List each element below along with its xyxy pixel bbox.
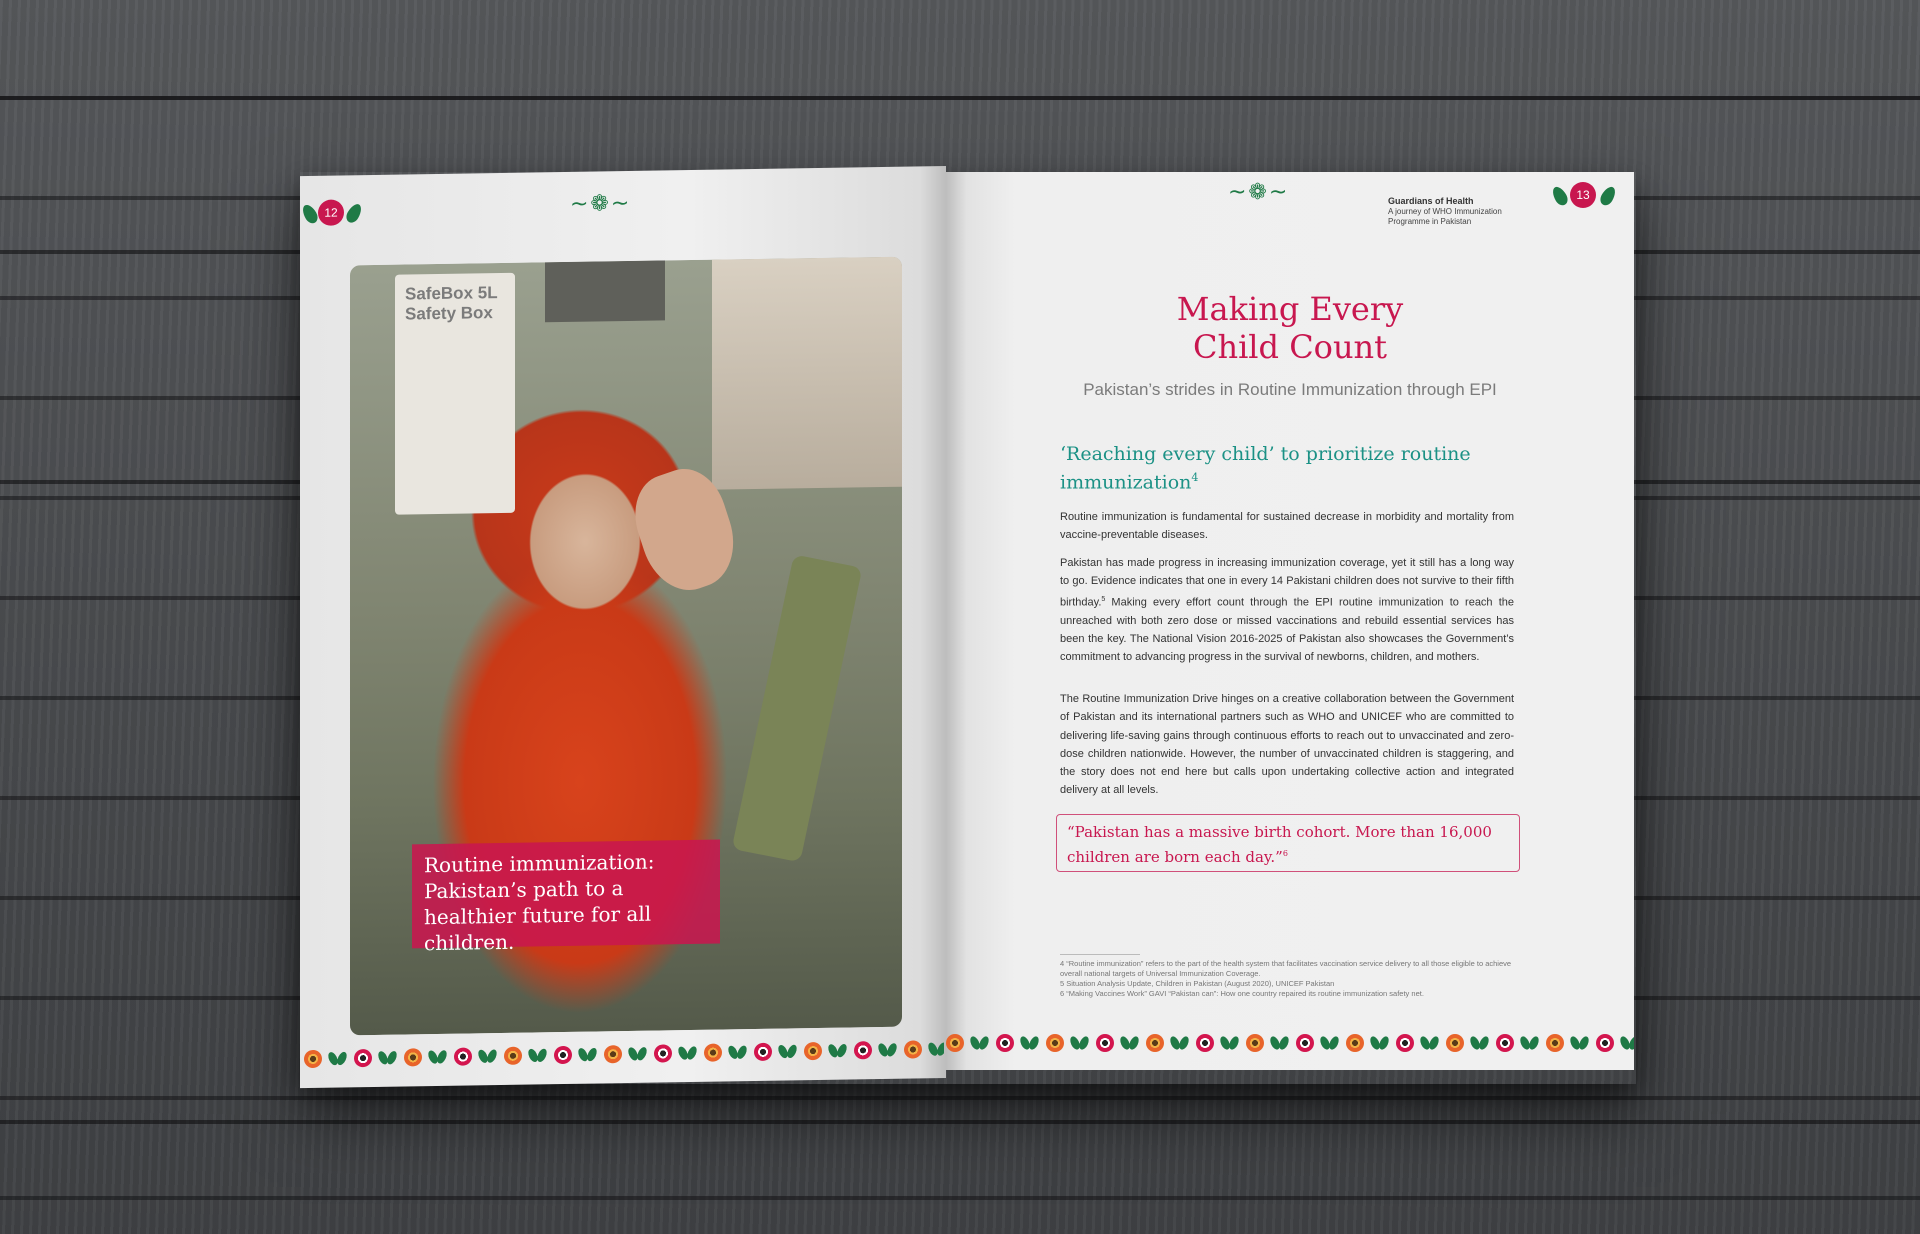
section-heading-text: ‘Reaching every child’ to prioritize routine immunization bbox=[1060, 443, 1471, 494]
floral-border bbox=[304, 1032, 944, 1076]
photo-chair bbox=[732, 554, 863, 862]
footnote: 6 “Making Vaccines Work” GAVI “Pakistan can”: How one country repaired its routine immunization safety net. bbox=[1060, 989, 1424, 998]
flower-ornament-icon: ~❁~ bbox=[570, 190, 632, 217]
photo-wall bbox=[712, 257, 902, 490]
page-number-badge: 12 bbox=[318, 199, 344, 225]
pull-quote-text: “Pakistan has a massive birth cohort. More than 16,000 children are born each day.” bbox=[1067, 823, 1492, 866]
wood-plank-seam bbox=[0, 1120, 1920, 1124]
left-page bbox=[300, 166, 946, 1088]
page-title-line: Child Count bbox=[1192, 328, 1388, 366]
floral-border bbox=[946, 1026, 1634, 1060]
right-page bbox=[946, 172, 1634, 1070]
footnote-ref: 5 bbox=[1101, 595, 1106, 603]
photo-bin bbox=[545, 260, 665, 322]
pull-quote bbox=[1056, 814, 1520, 872]
body-paragraph-text: Pakistan has made progress in increasing immunization coverage, yet it still has a long way to go. Evidence indicates that one in every 14 Pakistani children does not survive to their fifth birthday. bbox=[1060, 557, 1514, 609]
safety-box-label: SafeBox 5L Safety Box bbox=[405, 283, 498, 324]
body-paragraph: The Routine Immunization Drive hinges on a creative collaboration between the Government of Pakistan and its international partners such as WHO and UNICEF who are committed to delivering life-saving gains through continuous efforts to reach out to unvaccinated and zero-dose children nationwide. However, the number of unvaccinated children is staggering, and the story does not end here but calls upon undertaking collective action and integrated delivery at all levels. bbox=[1060, 693, 1514, 797]
body-paragraph: Routine immunization is fundamental for sustained decrease in morbidity and mortality from vaccine-preventable diseases. bbox=[1060, 511, 1514, 542]
section-heading-ref: 4 bbox=[1191, 471, 1199, 484]
leaf-ornament-icon bbox=[344, 202, 364, 225]
wood-plank-seam bbox=[0, 96, 1920, 100]
page-title bbox=[946, 290, 1634, 366]
flower-ornament-icon: ~❁~ bbox=[1228, 180, 1290, 205]
publication-subtitle: A journey of WHO Immunization Programme in Pakistan bbox=[1388, 207, 1502, 226]
photo-caption: Routine immunization: Pakistan’s path to a healthier future for all children. bbox=[412, 840, 720, 949]
pull-quote-ref: 6 bbox=[1282, 849, 1288, 858]
page-number-badge: 13 bbox=[1570, 182, 1596, 208]
publication-title: Guardians of Health bbox=[1388, 196, 1474, 206]
leaf-ornament-icon bbox=[1598, 184, 1618, 207]
page-title-line: Making Every bbox=[1176, 290, 1404, 328]
child-photo bbox=[350, 257, 902, 1036]
section-heading bbox=[1060, 442, 1480, 494]
footnote: 4 “Routine immunization” refers to the part of the health system that facilitates vaccination service delivery to all those eligible to achieve overall national targets of Universal Immunization Coverage. bbox=[1060, 959, 1512, 978]
body-paragraph-text: Making every effort count through the EPI routine immunization to reach the unreached with both zero dose or missed vaccinations and rebuild essential services has been the key. The National Vision 2016-2025 of Pakistan also showcases the Government’s commitment to advancing progress in the survival of newborns, children, and mothers. bbox=[1060, 596, 1514, 664]
leaf-ornament-icon bbox=[1550, 184, 1570, 207]
footnote: 5 Situation Analysis Update, Children in Pakistan (August 2020), UNICEF Pakistan bbox=[1060, 979, 1335, 988]
page-subtitle: Pakistan’s strides in Routine Immunization through EPI bbox=[1083, 380, 1497, 399]
footnotes bbox=[1060, 959, 1520, 999]
body-paragraph bbox=[1060, 554, 1514, 666]
footnote-divider bbox=[1060, 954, 1140, 955]
